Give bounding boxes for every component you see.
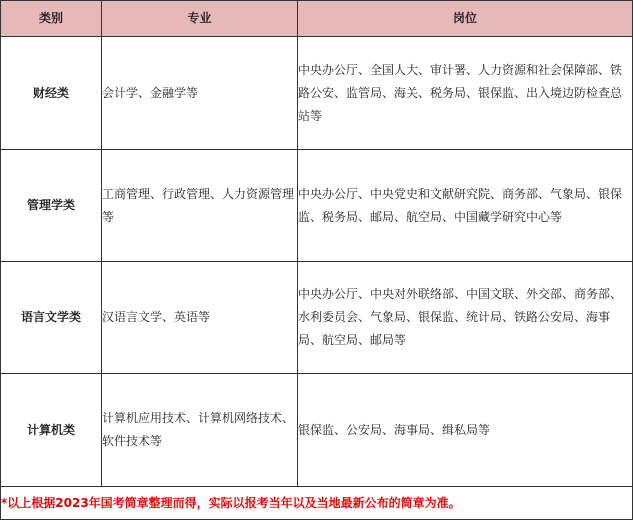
major-cell: 汉语言文学、英语等 — [102, 262, 298, 374]
category-cell: 语言文学类 — [1, 262, 102, 374]
header-category: 类别 — [1, 1, 102, 37]
header-position: 岗位 — [298, 1, 633, 37]
footnote-row — [1, 487, 633, 520]
category-cell: 管理学类 — [1, 150, 102, 262]
major-cell: 工商管理、行政管理、人力资源管理等 — [102, 150, 298, 262]
table-header-row — [1, 1, 633, 37]
position-cell: 中央办公厅、中央党史和文献研究院、商务部、气象局、银保监、税务局、邮局、航空局、中国藏学研究中心等 — [298, 150, 633, 262]
category-cell: 财经类 — [1, 37, 102, 150]
position-cell: 中央办公厅、中央对外联络部、中国文联、外交部、商务部、水利委员会、气象局、银保监、统计局、铁路公安局、海事局、航空局、邮局等 — [298, 262, 633, 374]
major-cell: 会计学、金融学等 — [102, 37, 298, 150]
position-cell: 银保监、公安局、海事局、缉私局等 — [298, 374, 633, 487]
table-row — [1, 37, 633, 150]
category-cell: 计算机类 — [1, 374, 102, 487]
header-major: 专业 — [102, 1, 298, 37]
table-row — [1, 262, 633, 374]
footnote: *以上根据2023年国考简章整理而得，实际以报考当年以及当地最新公布的简章为准。 — [1, 487, 633, 520]
position-cell: 中央办公厅、全国人大、审计署、人力资源和社会保障部、铁路公安、监管局、海关、税务局、银保监、出入境边防检查总站等 — [298, 37, 633, 150]
major-cell: 计算机应用技术、计算机网络技术、软件技术等 — [102, 374, 298, 487]
table-row — [1, 150, 633, 262]
table-row — [1, 374, 633, 487]
